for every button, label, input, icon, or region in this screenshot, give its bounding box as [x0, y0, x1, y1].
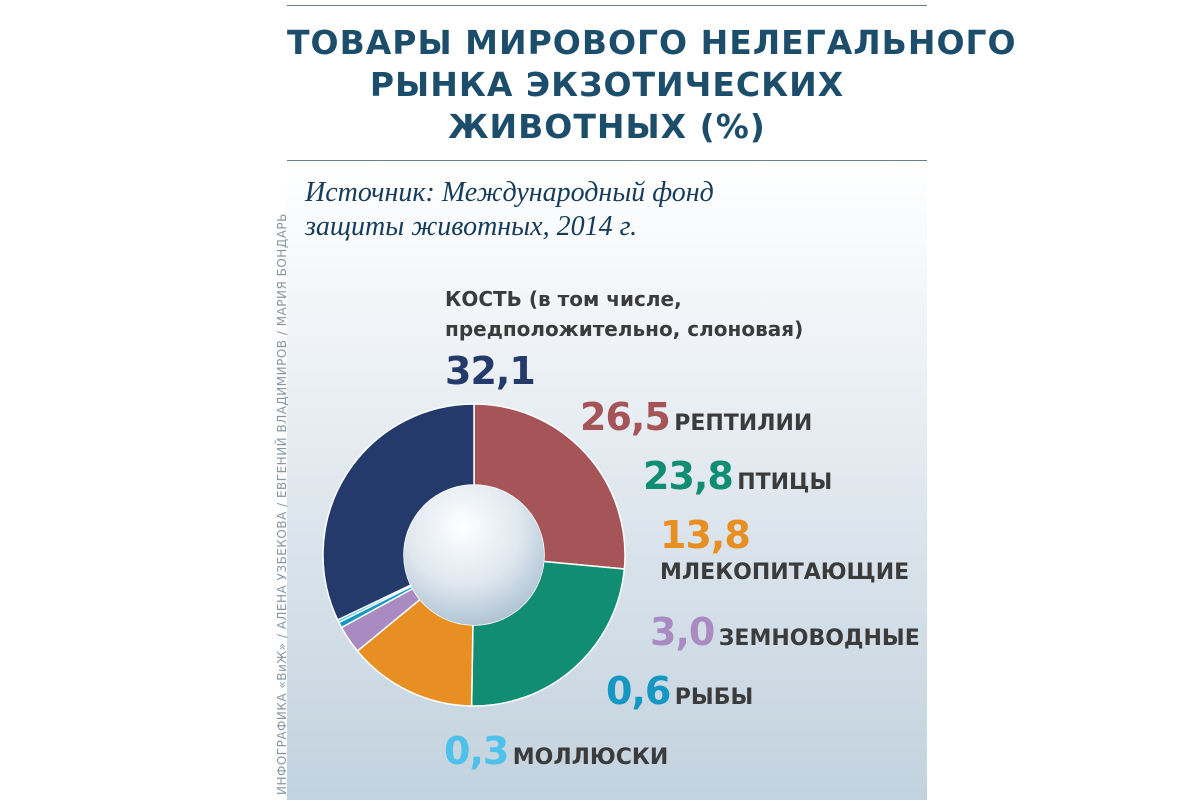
donut-hole [404, 485, 544, 625]
value-reptiles: 26,5 [580, 395, 670, 439]
credit-line: ИНФОГРАФИКА «ВиЖ» / АЛЕНА УЗБЕКОВА / ЕВГЕНИЙ ВЛАДИМИРОВ / МАРИЯ БОНДАРЬ [275, 213, 289, 795]
value-bone: 32,1 [445, 349, 535, 393]
label-bone-line-1: КОСТЬ (в том числе, [445, 287, 682, 311]
name-amphibians: ЗЕМНОВОДНЫЕ [718, 626, 920, 651]
name-reptiles: РЕПТИЛИИ [674, 411, 813, 436]
source-line-2: защиты животных, 2014 г. [305, 211, 638, 242]
value-mammals: 13,8 [660, 513, 750, 557]
title-line-2: РЫНКА ЭКЗОТИЧЕСКИХ [369, 65, 845, 104]
label-birds [643, 455, 832, 497]
label-amphibians [650, 611, 920, 653]
label-bone [445, 284, 803, 392]
label-fish [606, 670, 753, 712]
name-birds: ПТИЦЫ [737, 470, 833, 495]
value-mollusks: 0,3 [444, 729, 509, 773]
title-line-1: ТОВАРЫ МИРОВОГО НЕЛЕГАЛЬНОГО [287, 23, 1017, 62]
value-fish: 0,6 [606, 669, 671, 713]
name-mammals: МЛЕКОПИТАЮЩИЕ [660, 560, 910, 585]
label-bone-line-2: предположительно, слоновая) [445, 317, 804, 341]
source-line-1: Источник: Международный фонд [305, 177, 714, 208]
name-fish: РЫБЫ [674, 685, 754, 710]
label-mollusks [444, 730, 668, 772]
label-reptiles [580, 396, 812, 438]
title-line-3: ЖИВОТНЫХ (%) [448, 107, 766, 146]
value-birds: 23,8 [643, 454, 733, 498]
value-amphibians: 3,0 [650, 610, 715, 654]
label-mammals [660, 514, 909, 586]
name-mollusks: МОЛЛЮСКИ [512, 745, 669, 770]
